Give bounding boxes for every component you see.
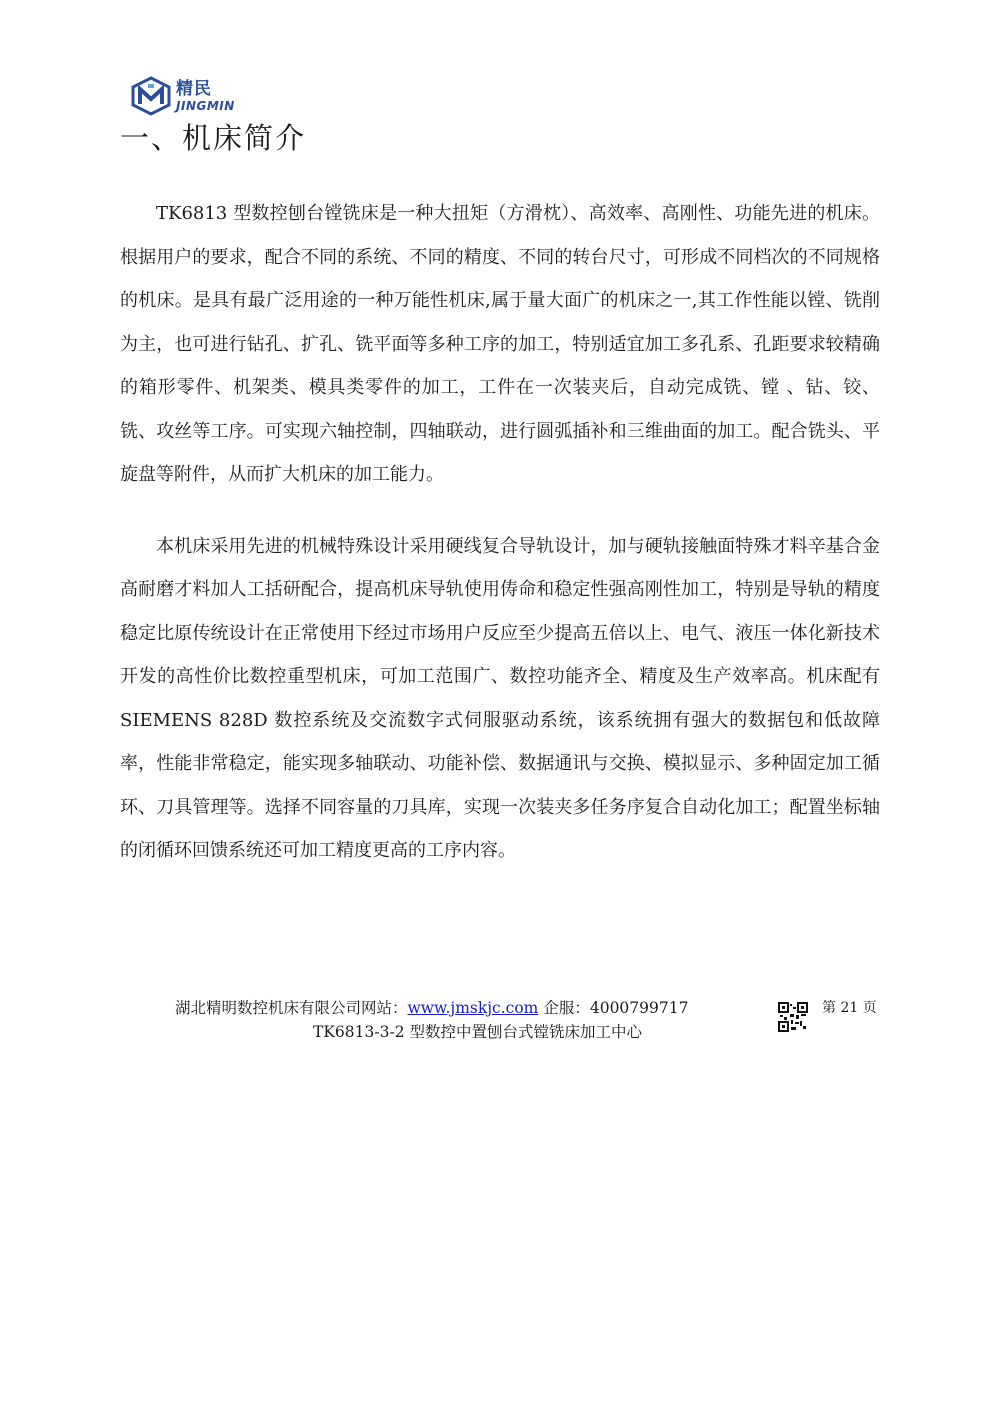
footer-contact-line: [175, 996, 688, 1020]
jingmin-logo-icon: [130, 76, 172, 116]
paragraph-features: 本机床采用先进的机械特殊设计采用硬线复合导轨设计，加与硬轨接触面特殊才料辛基合金高耐磨才料加人工括研配合，提高机床导轨使用俦命和稳定性强高刚性加工，特别是导轨的精度稳定比原传统设计在正常使用下经过市场用户反应至少提高五倍以上、电气、液压一体化新技术开发的高性价比数控重型机床，可加工范围广、数控功能齐全、精度及生产效率高。机床配有 SIEMENS 828D 数控系统及交流数字式伺服驱动系统，该系统拥有强大的数据包和低故障率，性能非常稳定，能实现多轴联动、功能补偿、数据通讯与交换、模拟显示、多种固定加工循环、刀具管理等。选择不同容量的刀具库，实现一次装夹多任务序复合自动化加工；配置坐标轴的闭循环回馈系统还可加工精度更高的工序内容。: [120, 535, 880, 861]
footer-doc-title: TK6813-3-2 型数控中置刨台式镗铣床加工中心: [313, 1023, 642, 1041]
footer-service-label: 企服：: [543, 999, 590, 1017]
qr-code-icon: [778, 1002, 808, 1032]
document-body: [120, 192, 880, 873]
company-logo: [130, 76, 235, 116]
paragraph-intro: TK6813 型数控刨台镗铣床是一种大扭矩（方滑枕）、高效率、高刚性、功能先进的机床。根据用户的要求，配合不同的系统、不同的精度、不同的转台尺寸，可形成不同档次的不同规格的机床。是具有最广泛用途的一种万能性机床,属于量大面广的机床之一,其工作性能以镗、铣削为主，也可进行钻孔、扩孔、铣平面等多种工序的加工，特别适宜加工多孔系、孔距要求较精确的箱形零件、机架类、模具类零件的加工，工件在一次装夹后，自动完成铣、镗 、钻、铰、铣、攻丝等工序。可实现六轴控制，四轴联动，进行圆弧插补和三维曲面的加工。配合铣头、平旋盘等附件，从而扩大机床的加工能力。: [120, 203, 880, 485]
section-heading: 一、机床简介: [120, 121, 307, 155]
logo-name-en: JINGMIN: [176, 98, 235, 113]
footer-company: 湖北精明数控机床有限公司网站：: [175, 999, 408, 1017]
logo-name-cn: 精民: [176, 78, 212, 99]
footer-phone: 4000799717: [589, 999, 689, 1017]
page-number: 第 21 页: [822, 1000, 877, 1016]
website-link[interactable]: www.jmskjc.com: [407, 999, 539, 1017]
